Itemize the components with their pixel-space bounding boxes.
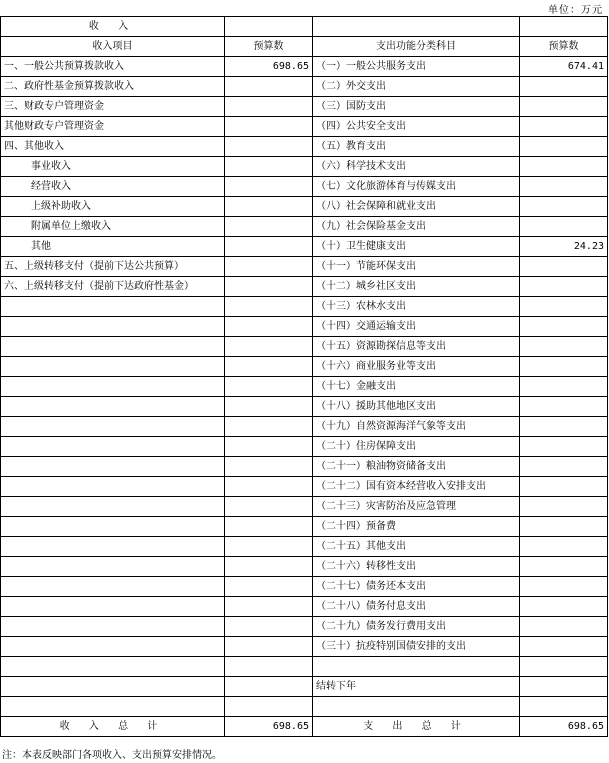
expense-label-cell: （十一）节能环保支出 <box>313 257 520 277</box>
expense-label-cell: （十九）自然资源海洋气象等支出 <box>313 417 520 437</box>
expense-value-cell <box>520 97 608 117</box>
income-label-cell <box>1 557 225 577</box>
expense-label-cell: （五）教育支出 <box>313 137 520 157</box>
income-value-cell <box>225 577 313 597</box>
expense-label-cell: （二十三）灾害防治及应急管理 <box>313 497 520 517</box>
income-value-cell <box>225 237 313 257</box>
expense-label-cell: （十八）援助其他地区支出 <box>313 397 520 417</box>
income-budget-header: 预算数 <box>225 37 313 57</box>
expense-value-cell <box>520 497 608 517</box>
expense-label-cell: （二十一）粮油物资储备支出 <box>313 457 520 477</box>
table-row <box>1 497 608 517</box>
income-value-cell <box>225 397 313 417</box>
table-row <box>1 257 608 277</box>
table-row <box>1 477 608 497</box>
table-row <box>1 697 608 717</box>
income-group-header: 收 入 <box>1 17 225 37</box>
expense-value-cell: 24.23 <box>520 237 608 257</box>
income-value-cell <box>225 377 313 397</box>
income-value-cell <box>225 617 313 637</box>
expense-label-cell: （二十八）债务付息支出 <box>313 597 520 617</box>
expense-label-cell: （十二）城乡社区支出 <box>313 277 520 297</box>
expense-label-cell: （一）一般公共服务支出 <box>313 57 520 77</box>
expense-label-cell: 结转下年 <box>313 677 520 697</box>
income-label-cell: 其他财政专户管理资金 <box>1 117 225 137</box>
expense-label-cell: （六）科学技术支出 <box>313 157 520 177</box>
table-row <box>1 457 608 477</box>
expense-value-cell <box>520 557 608 577</box>
income-value-cell <box>225 697 313 717</box>
expense-value-cell <box>520 337 608 357</box>
expense-label-cell: （九）社会保险基金支出 <box>313 217 520 237</box>
expense-label-cell: （八）社会保障和就业支出 <box>313 197 520 217</box>
expense-value-cell <box>520 77 608 97</box>
unit-label: 单位：万元 <box>548 5 603 16</box>
table-row <box>1 237 608 257</box>
income-total-label: 收 入 总 计 <box>1 717 225 737</box>
expense-value-cell <box>520 537 608 557</box>
expense-label-cell: （二）外交支出 <box>313 77 520 97</box>
expense-value-cell <box>520 117 608 137</box>
expense-value-cell: 674.41 <box>520 57 608 77</box>
expense-label-cell <box>313 657 520 677</box>
expense-value-cell <box>520 577 608 597</box>
expense-total-label: 支 出 总 计 <box>313 717 520 737</box>
totals-row <box>1 717 608 737</box>
expense-value-cell <box>520 257 608 277</box>
income-value-cell <box>225 117 313 137</box>
table-row <box>1 277 608 297</box>
expense-value-cell <box>520 677 608 697</box>
income-value-cell <box>225 277 313 297</box>
expense-label-cell: （四）公共安全支出 <box>313 117 520 137</box>
income-label-cell: 三、财政专户管理资金 <box>1 97 225 117</box>
income-label-cell <box>1 477 225 497</box>
income-label-cell <box>1 657 225 677</box>
expense-label-cell: （三）国防支出 <box>313 97 520 117</box>
expense-label-cell: （十六）商业服务业等支出 <box>313 357 520 377</box>
income-label-cell <box>1 577 225 597</box>
expense-label-cell: （二十九）债务发行费用支出 <box>313 617 520 637</box>
income-label-cell <box>1 497 225 517</box>
table-row <box>1 557 608 577</box>
table-row <box>1 317 608 337</box>
income-label-cell <box>1 317 225 337</box>
expense-value-cell <box>520 637 608 657</box>
table-row <box>1 597 608 617</box>
income-value-cell <box>225 217 313 237</box>
expense-value-cell <box>520 437 608 457</box>
income-value-cell <box>225 597 313 617</box>
expense-label-cell: （十七）金融支出 <box>313 377 520 397</box>
income-label-cell <box>1 517 225 537</box>
expense-value-cell <box>520 657 608 677</box>
table-row <box>1 657 608 677</box>
income-label-cell <box>1 617 225 637</box>
income-value-cell <box>225 497 313 517</box>
income-label-cell <box>1 457 225 477</box>
income-value-cell <box>225 417 313 437</box>
income-value-cell <box>225 677 313 697</box>
income-label-cell: 六、上级转移支付（提前下达政府性基金） <box>1 277 225 297</box>
table-row <box>1 357 608 377</box>
income-total-value: 698.65 <box>225 717 313 737</box>
income-label-cell: 五、上级转移支付（提前下达公共预算） <box>1 257 225 277</box>
table-row <box>1 677 608 697</box>
expense-label-cell: （七）文化旅游体育与传媒支出 <box>313 177 520 197</box>
expense-value-cell <box>520 617 608 637</box>
expense-label-cell: （三十）抗疫特别国债安排的支出 <box>313 637 520 657</box>
income-value-cell <box>225 537 313 557</box>
expense-value-cell <box>520 377 608 397</box>
income-value-cell: 698.65 <box>225 57 313 77</box>
income-value-cell <box>225 77 313 97</box>
expense-label-cell: （二十七）债务还本支出 <box>313 577 520 597</box>
income-value-cell <box>225 337 313 357</box>
footnote: 注：本表反映部门各项收入、支出预算安排情况。 <box>2 750 222 761</box>
expense-label-cell: （二十六）转移性支出 <box>313 557 520 577</box>
expense-label-cell <box>313 697 520 717</box>
expense-value-cell <box>520 157 608 177</box>
income-label-cell <box>1 417 225 437</box>
table-row <box>1 57 608 77</box>
table-row <box>1 577 608 597</box>
income-label-cell <box>1 537 225 557</box>
expense-value-cell <box>520 317 608 337</box>
table-row <box>1 177 608 197</box>
expense-value-cell <box>520 217 608 237</box>
table-row <box>1 437 608 457</box>
column-header-row <box>1 37 608 57</box>
expense-value-cell <box>520 697 608 717</box>
income-value-cell <box>225 317 313 337</box>
income-value-cell <box>225 177 313 197</box>
expense-value-cell <box>520 597 608 617</box>
income-label-cell: 附属单位上缴收入 <box>1 217 225 237</box>
table-row <box>1 417 608 437</box>
expense-label-cell: （二十二）国有资本经营收入安排支出 <box>313 477 520 497</box>
income-value-cell <box>225 517 313 537</box>
income-label-cell: 经营收入 <box>1 177 225 197</box>
income-label-cell <box>1 697 225 717</box>
income-value-cell <box>225 357 313 377</box>
budget-table <box>0 16 608 737</box>
expense-label-cell: （二十四）预备费 <box>313 517 520 537</box>
table-row <box>1 297 608 317</box>
income-value-cell <box>225 657 313 677</box>
income-label-cell: 二、政府性基金预算拨款收入 <box>1 77 225 97</box>
table-row <box>1 117 608 137</box>
income-value-cell <box>225 97 313 117</box>
expense-label-cell: （十五）资源勘探信息等支出 <box>313 337 520 357</box>
income-value-cell <box>225 457 313 477</box>
income-label-cell <box>1 377 225 397</box>
table-row <box>1 617 608 637</box>
expense-value-cell <box>520 417 608 437</box>
income-value-cell <box>225 157 313 177</box>
expense-value-cell <box>520 277 608 297</box>
expense-value-cell <box>520 177 608 197</box>
income-value-cell <box>225 297 313 317</box>
expense-label-cell: （十）卫生健康支出 <box>313 237 520 257</box>
expense-budget-header: 预算数 <box>520 37 608 57</box>
income-label-cell: 事业收入 <box>1 157 225 177</box>
income-value-cell <box>225 637 313 657</box>
expense-value-cell <box>520 477 608 497</box>
expense-value-cell <box>520 297 608 317</box>
table-row <box>1 77 608 97</box>
income-value-cell <box>225 197 313 217</box>
income-value-cell <box>225 137 313 157</box>
expense-value-cell <box>520 517 608 537</box>
income-label-cell: 四、其他收入 <box>1 137 225 157</box>
table-row <box>1 97 608 117</box>
table-row <box>1 217 608 237</box>
income-label-cell <box>1 337 225 357</box>
expense-value-cell <box>520 137 608 157</box>
income-label-cell <box>1 397 225 417</box>
table-row <box>1 157 608 177</box>
income-label-cell <box>1 637 225 657</box>
income-label-cell: 上级补助收入 <box>1 197 225 217</box>
expense-label-cell: （二十）住房保障支出 <box>313 437 520 457</box>
table-row <box>1 197 608 217</box>
table-row <box>1 137 608 157</box>
expense-value-cell <box>520 197 608 217</box>
table-row <box>1 377 608 397</box>
expense-value-cell <box>520 457 608 477</box>
income-label-cell: 一、一般公共预算拨款收入 <box>1 57 225 77</box>
income-value-cell <box>225 437 313 457</box>
income-value-cell <box>225 477 313 497</box>
income-item-header: 收入项目 <box>1 37 225 57</box>
income-label-cell <box>1 677 225 697</box>
income-label-cell <box>1 357 225 377</box>
income-value-cell <box>225 257 313 277</box>
table-row <box>1 337 608 357</box>
expense-total-value: 698.65 <box>520 717 608 737</box>
expense-label-cell: （十四）交通运输支出 <box>313 317 520 337</box>
income-label-cell <box>1 297 225 317</box>
income-label-cell: 其他 <box>1 237 225 257</box>
table-row <box>1 397 608 417</box>
income-label-cell <box>1 437 225 457</box>
income-value-cell <box>225 557 313 577</box>
table-row <box>1 537 608 557</box>
expense-label-cell: （二十五）其他支出 <box>313 537 520 557</box>
income-label-cell <box>1 597 225 617</box>
table-row <box>1 517 608 537</box>
table-row <box>1 637 608 657</box>
expense-value-cell <box>520 357 608 377</box>
expense-item-header: 支出功能分类科目 <box>313 37 520 57</box>
header-group-row <box>1 17 608 37</box>
expense-value-cell <box>520 397 608 417</box>
expense-label-cell: （十三）农林水支出 <box>313 297 520 317</box>
